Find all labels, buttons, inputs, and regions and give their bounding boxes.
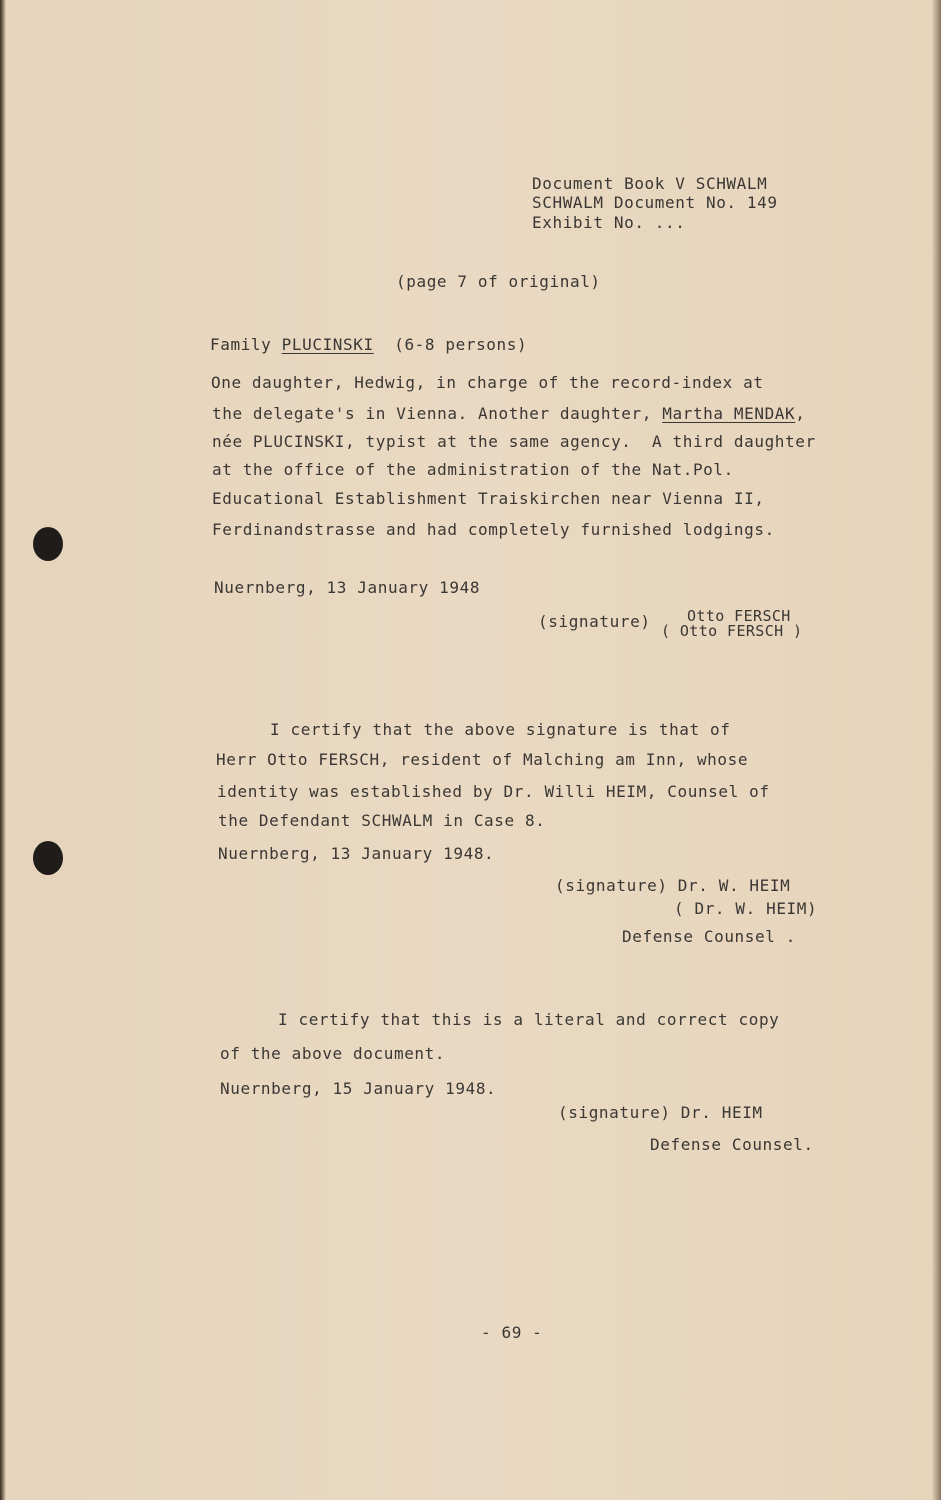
place-date-1: Nuernberg, 13 January 1948: [214, 578, 481, 597]
paragraph1-line2-b: ,: [795, 404, 806, 423]
paragraph1-line5: Educational Establishment Traiskirchen near Vienna II,: [212, 489, 765, 508]
certify2-line1: I certify that this is a literal and correct copy: [278, 1010, 780, 1029]
family-name: PLUCINSKI: [281, 335, 374, 354]
signature3-line1: (signature) Dr. HEIM: [558, 1103, 763, 1122]
page-number: - 69 -: [481, 1323, 543, 1342]
certify1-line5: Nuernberg, 13 January 1948.: [218, 844, 495, 863]
family-heading: [210, 335, 527, 354]
signature1-label: (signature): [538, 612, 651, 631]
paragraph1-line2: [212, 404, 806, 423]
signature1-name: Otto FERSCH: [687, 607, 791, 625]
family-suffix: (6-8 persons): [373, 335, 528, 354]
page-reference: (page 7 of original): [396, 272, 601, 291]
header-doc-book: Document Book V SCHWALM: [532, 174, 768, 193]
family-prefix: Family: [210, 335, 282, 354]
paragraph1-line6: Ferdinandstrasse and had completely furnished lodgings.: [212, 520, 775, 539]
certify1-line3: identity was established by Dr. Willi HEIM, Counsel of: [217, 782, 770, 801]
paragraph1-line4: at the office of the administration of the Nat.Pol.: [212, 460, 734, 479]
certify1-line2: Herr Otto FERSCH, resident of Malching am Inn, whose: [216, 750, 749, 769]
paragraph1-line2-name: Martha MENDAK: [662, 404, 796, 423]
certify2-line2: of the above document.: [220, 1044, 446, 1063]
certify1-line1: I certify that the above signature is that of: [270, 720, 731, 739]
header-doc-no: SCHWALM Document No. 149: [532, 193, 778, 212]
paragraph1-line3: née PLUCINSKI, typist at the same agency. A third daughter: [212, 432, 816, 451]
signature2-line2: ( Dr. W. HEIM): [674, 899, 818, 918]
punch-hole: [33, 527, 63, 561]
certify2-line3: Nuernberg, 15 January 1948.: [220, 1079, 497, 1098]
paragraph1-line2-a: the delegate's in Vienna. Another daughter,: [212, 404, 663, 423]
signature3-line2: Defense Counsel.: [650, 1135, 814, 1154]
certify1-line4: the Defendant SCHWALM in Case 8.: [218, 811, 546, 830]
signature2-line1: (signature) Dr. W. HEIM: [555, 876, 791, 895]
paragraph1-line1: One daughter, Hedwig, in charge of the record-index at: [211, 373, 764, 392]
signature2-line3: Defense Counsel .: [622, 927, 796, 946]
signature1-typed: ( Otto FERSCH ): [661, 622, 803, 640]
punch-hole: [33, 841, 63, 875]
header-exhibit: Exhibit No. ...: [532, 213, 686, 232]
